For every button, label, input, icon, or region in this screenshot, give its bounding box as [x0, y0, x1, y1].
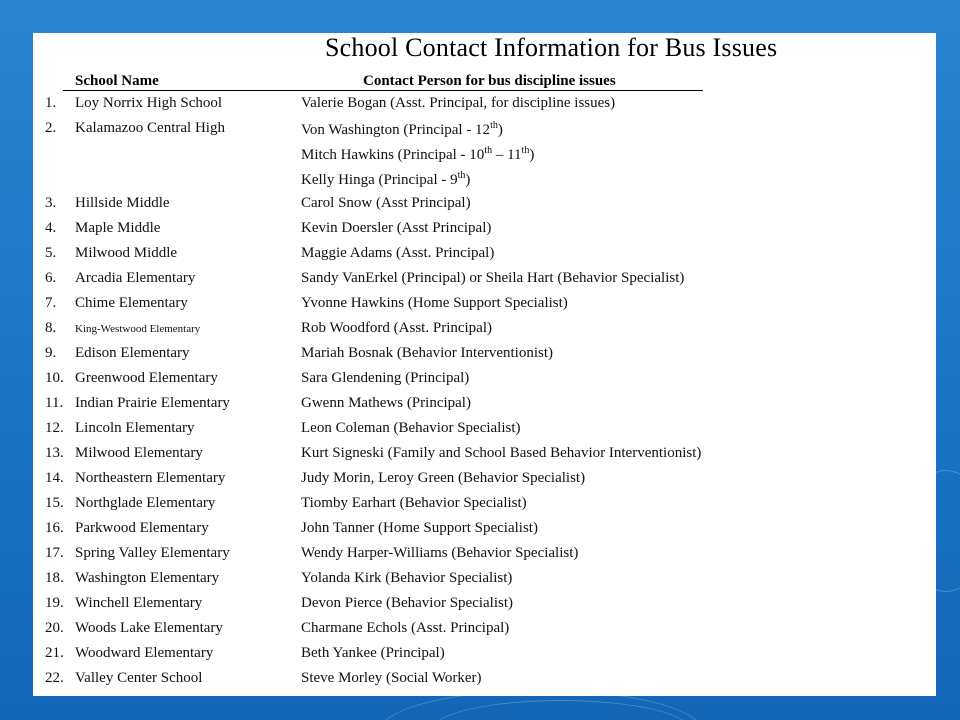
- school-name: Chime Elementary: [75, 295, 188, 311]
- contact-person: Yvonne Hawkins (Home Support Specialist): [301, 295, 568, 311]
- table-row: [33, 345, 936, 369]
- row-number: 4.: [45, 220, 57, 236]
- document-page: [33, 33, 936, 696]
- school-name: Indian Prairie Elementary: [75, 395, 230, 411]
- school-name: Winchell Elementary: [75, 595, 203, 611]
- table-row: [33, 320, 936, 344]
- column-header-school: School Name: [75, 73, 159, 89]
- table-row: [33, 420, 936, 444]
- school-name: Northeastern Elementary: [75, 470, 226, 486]
- contact-person: Beth Yankee (Principal): [301, 645, 445, 661]
- row-number: 11.: [45, 395, 64, 411]
- row-number: 13.: [45, 445, 64, 461]
- row-number: 8.: [45, 320, 57, 336]
- contact-person: Wendy Harper-Williams (Behavior Specialist): [301, 545, 579, 561]
- table-row: [33, 270, 936, 294]
- table-row: [33, 495, 936, 519]
- contact-person: Gwenn Mathews (Principal): [301, 395, 471, 411]
- contact-person: Steve Morley (Social Worker): [301, 670, 482, 686]
- contact-person: Valerie Bogan (Asst. Principal, for discipline issues): [301, 95, 616, 111]
- table-row: [33, 220, 936, 244]
- school-name: Maple Middle: [75, 220, 161, 236]
- table-row: [33, 120, 936, 144]
- school-name: Edison Elementary: [75, 345, 190, 361]
- row-number: 19.: [45, 595, 64, 611]
- table-row: [33, 620, 936, 644]
- table-row: [33, 520, 936, 544]
- row-number: 12.: [45, 420, 64, 436]
- contact-person: Judy Morin, Leroy Green (Behavior Specialist): [301, 470, 586, 486]
- table-row: [33, 670, 936, 694]
- table-row: [33, 145, 936, 169]
- contact-person: Tiomby Earhart (Behavior Specialist): [301, 495, 527, 511]
- contact-person: Rob Woodford (Asst. Principal): [301, 320, 493, 336]
- table-row: [33, 545, 936, 569]
- row-number: 5.: [45, 245, 57, 261]
- header-underline: [63, 90, 703, 91]
- school-name: Parkwood Elementary: [75, 520, 209, 536]
- row-number: 1.: [45, 95, 57, 111]
- table-row: [33, 170, 936, 194]
- table-row: [33, 445, 936, 469]
- table-row: [33, 595, 936, 619]
- contact-person: Devon Pierce (Behavior Specialist): [301, 595, 514, 611]
- page-title: School Contact Information for Bus Issues: [325, 33, 778, 62]
- table-row: [33, 395, 936, 419]
- contact-person: Kevin Doersler (Asst Principal): [301, 220, 492, 236]
- row-number: 6.: [45, 270, 57, 286]
- school-name: Arcadia Elementary: [75, 270, 196, 286]
- table-row: [33, 470, 936, 494]
- contact-person: Mitch Hawkins (Principal - 10th – 11th): [301, 145, 535, 163]
- row-number: 7.: [45, 295, 57, 311]
- school-name: Woodward Elementary: [75, 645, 214, 661]
- row-number: 21.: [45, 645, 64, 661]
- table-row: [33, 370, 936, 394]
- contact-person: Carol Snow (Asst Principal): [301, 195, 471, 211]
- contact-person: Sandy VanErkel (Principal) or Sheila Hart (Behavior Specialist): [301, 270, 685, 286]
- table-row: [33, 295, 936, 319]
- contact-person: Sara Glendening (Principal): [301, 370, 470, 386]
- row-number: 2.: [45, 120, 57, 136]
- contact-person: Mariah Bosnak (Behavior Interventionist): [301, 345, 554, 361]
- row-number: 3.: [45, 195, 57, 211]
- school-name: Kalamazoo Central High: [75, 120, 225, 136]
- row-number: 14.: [45, 470, 64, 486]
- row-number: 17.: [45, 545, 64, 561]
- school-name: Spring Valley Elementary: [75, 545, 230, 561]
- school-name: Woods Lake Elementary: [75, 620, 223, 636]
- table-row: [33, 570, 936, 594]
- school-name: Lincoln Elementary: [75, 420, 195, 436]
- school-name: Milwood Middle: [75, 245, 178, 261]
- school-name: Washington Elementary: [75, 570, 220, 586]
- row-number: 9.: [45, 345, 57, 361]
- row-number: 10.: [45, 370, 64, 386]
- contact-person: John Tanner (Home Support Specialist): [301, 520, 538, 536]
- contact-person: Kelly Hinga (Principal - 9th): [301, 170, 471, 188]
- contact-person: Maggie Adams (Asst. Principal): [301, 245, 495, 261]
- school-name: Milwood Elementary: [75, 445, 203, 461]
- table-row: [33, 195, 936, 219]
- row-number: 20.: [45, 620, 64, 636]
- row-number: 22.: [45, 670, 64, 686]
- contact-person: Yolanda Kirk (Behavior Specialist): [301, 570, 513, 586]
- school-name: Greenwood Elementary: [75, 370, 218, 386]
- school-name: Hillside Middle: [75, 195, 170, 211]
- row-number: 18.: [45, 570, 64, 586]
- school-name: Valley Center School: [75, 670, 203, 686]
- contact-person: Von Washington (Principal - 12th): [301, 120, 503, 138]
- table-row: [33, 95, 936, 119]
- table-row: [33, 245, 936, 269]
- column-header-contact: Contact Person for bus discipline issues: [363, 73, 616, 89]
- row-number: 15.: [45, 495, 64, 511]
- school-name: Loy Norrix High School: [75, 95, 223, 111]
- contact-person: Leon Coleman (Behavior Specialist): [301, 420, 521, 436]
- contact-person: Kurt Signeski (Family and School Based Behavior Interventionist): [301, 445, 702, 461]
- row-number: 16.: [45, 520, 64, 536]
- school-name: Northglade Elementary: [75, 495, 216, 511]
- table-row: [33, 645, 936, 669]
- school-name: King-Westwood Elementary: [75, 323, 201, 335]
- contact-person: Charmane Echols (Asst. Principal): [301, 620, 510, 636]
